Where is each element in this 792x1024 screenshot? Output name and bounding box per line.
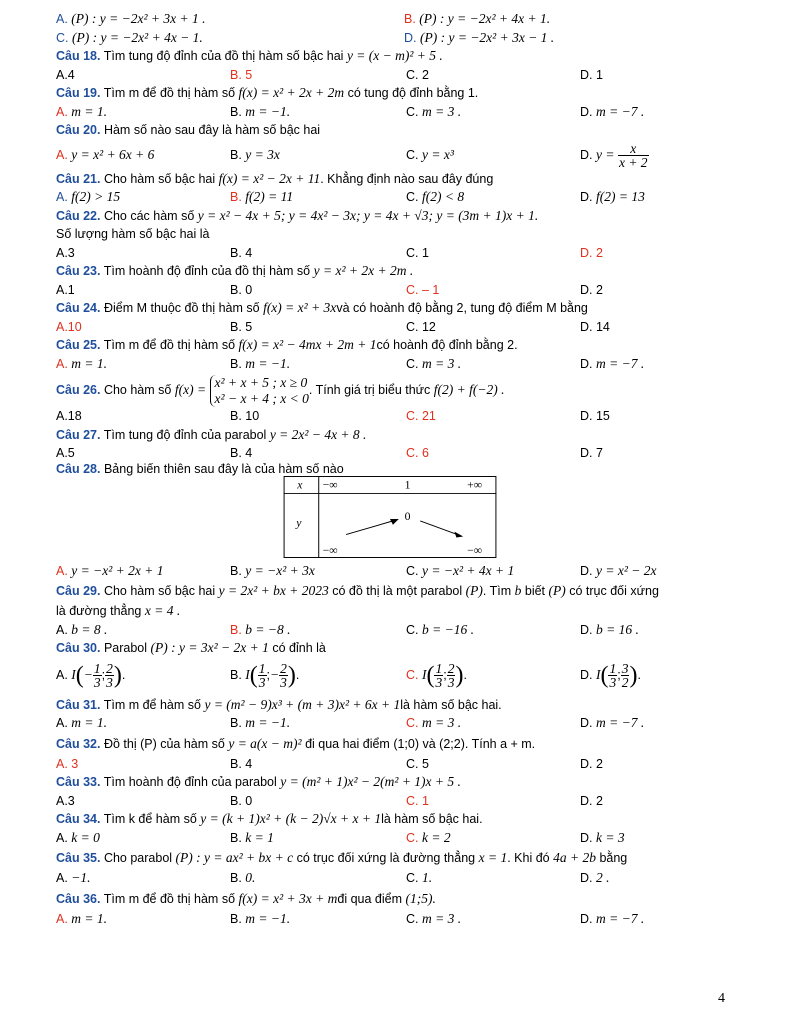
q30-option-d: D. I( $\frac{1}{3}$ ; $\frac{3}{2}$ ). [580, 660, 641, 690]
q18-option-d: D. 1 [580, 67, 603, 82]
q21-option-d: D. f(2) = 13 [580, 189, 645, 204]
q17-options-row2 [56, 29, 746, 48]
q31-question: Câu 31. Tìm m để hàm số y = (m² − 9)x³ + (m + 3)x² + 6x + 1là hàm số bậc hai. [56, 696, 502, 712]
q18-question: Câu 18. Tìm tung độ đỉnh của đồ thị hàm số bậc hai y = (x − m)² + 5 . [56, 48, 443, 63]
q17-option-d: D. (P) : y = −2x² + 3x − 1 . [404, 29, 555, 45]
q33-options [56, 792, 746, 811]
q29-options [56, 621, 746, 640]
q28-variation-table-row [56, 476, 746, 562]
q27-option-a: A.5 [56, 446, 75, 460]
q30-option-c: C. I( $\frac{1}{3}$ ; $\frac{2}{3}$ ). [406, 660, 467, 690]
q30-option-a: A. I(− $\frac{1}{3}$ ; $\frac{2}{3}$ ). [56, 660, 126, 690]
q28-option-c: C. y = −x² + 4x + 1 [406, 562, 515, 578]
q26-options [56, 407, 746, 426]
q30-question: Câu 30. Parabol (P) : y = 3x² − 2x + 1 có đỉnh là [56, 640, 326, 655]
q34-option-d: D. k = 3 [580, 829, 625, 845]
q32-option-c: C. 5 [406, 756, 429, 771]
q23-option-d: D. 2 [580, 282, 603, 297]
q24-option-a: A.10 [56, 319, 82, 334]
q25-option-c: C. m = 3 . [406, 355, 462, 371]
q32-options [56, 755, 746, 774]
q23-options [56, 281, 746, 300]
q23-option-a: A.1 [56, 282, 75, 297]
q24-options [56, 318, 746, 337]
table-x-one: 1 [404, 478, 411, 492]
increasing-arrow-line [346, 520, 393, 534]
q27-option-b: B. 4 [230, 446, 253, 460]
q34-option-a: A. k = 0 [56, 829, 100, 845]
q20-options [56, 140, 746, 170]
q27-options [56, 444, 746, 463]
q36-option-d: D. m = −7 . [580, 910, 645, 926]
q19-option-b: B. m = −1. [230, 103, 291, 119]
q31-options [56, 714, 746, 733]
q23-option-b: B. 0 [230, 282, 253, 297]
q20-option-b: B. y = 3x [230, 146, 280, 162]
q35-option-d: D. 2 . [580, 870, 610, 885]
q17-option-a: A. (P) : y = −2x² + 3x + 1 . [56, 11, 206, 26]
decreasing-arrow-line [420, 520, 457, 534]
q34-question: Câu 34. Tìm k để hàm số y = (k + 1)x² + (k − 2)√x + x + 1là hàm số bậc hai. [56, 811, 483, 826]
q21-option-c: C. f(2) < 8 [406, 189, 465, 204]
q28-question: Câu 28. Bảng biến thiên sau đây là của hàm số nào [56, 461, 344, 476]
q19-option-a: A. m = 1. [56, 103, 108, 119]
q24-option-c: C. 12 [406, 319, 436, 334]
q22-options [56, 244, 746, 263]
q35-option-b: B. 0. [230, 870, 256, 885]
variation-table [282, 476, 498, 558]
q33-option-d: D. 2 [580, 793, 603, 808]
table-y-right-inf: −∞ [467, 543, 483, 557]
table-x-label: x [297, 478, 303, 492]
table-y-left-inf: −∞ [322, 543, 338, 557]
q29-question: Câu 29. Cho hàm số bậc hai y = 2x² + bx + 2023 có đồ thị là một parabol (P). Tìm b biết (P) có trục đối xứng [56, 583, 659, 598]
q29-option-a: A. b = 8 . [56, 621, 108, 637]
q35-option-c: C. 1. [406, 870, 433, 885]
q21-option-a: A. f(2) > 15 [56, 189, 121, 204]
q30-option-b: B. I( $\frac{1}{3}$ ;− $\frac{2}{3}$ ). [230, 660, 300, 690]
q31-option-d: D. m = −7 . [580, 715, 645, 730]
q25-option-a: A. m = 1. [56, 355, 108, 371]
q18-options [56, 66, 746, 85]
q25-option-b: B. m = −1. [230, 355, 291, 371]
q27-option-c: C. 6 [406, 446, 429, 460]
q35-option-a: A. −1. [56, 870, 91, 885]
q21-options [56, 188, 746, 207]
q17-option-c: C. (P) : y = −2x² + 4x − 1. [56, 29, 203, 45]
q27-question: Câu 27. Tìm tung độ đỉnh của parabol y = 2x² − 4x + 8 . [56, 426, 367, 442]
q17-options-row1 [56, 10, 746, 29]
q30-options [56, 658, 746, 692]
q22-question-cont: Số lượng hàm số bậc hai là [56, 227, 210, 241]
q21-option-b: B. f(2) = 11 [230, 189, 294, 204]
q31-option-b: B. m = −1. [230, 715, 291, 730]
q18-option-a: A.4 [56, 67, 75, 82]
q25-option-d: D. m = −7 . [580, 355, 645, 371]
q26-option-d: D. 15 [580, 409, 610, 423]
q35-question: Câu 35. Cho parabol (P) : y = ax² + bx + c có trục đối xứng là đường thẳng x = 1. Khi đó 4a + 2b bằng [56, 850, 628, 865]
q28-option-d: D. y = x² − 2x [580, 562, 657, 578]
q22-option-a: A.3 [56, 245, 75, 260]
q20-fraction: $\frac{x}{x + 2}$ [618, 140, 648, 170]
q29-option-d: D. b = 16 . [580, 621, 639, 637]
q34-option-b: B. k = 1 [230, 829, 274, 845]
q29-option-b: B. b = −8 . [230, 621, 291, 637]
q24-question: Câu 24. Điểm M thuộc đồ thị hàm số f(x) = x² + 3xvà có hoành độ bằng 2, tung độ điểm M bằng [56, 300, 588, 315]
q31-option-a: A. m = 1. [56, 715, 108, 730]
q22-option-d: D. 2 [580, 245, 603, 260]
q19-options [56, 103, 746, 122]
q19-option-d: D. m = −7 . [580, 103, 645, 119]
q33-option-c: C. 1 [406, 793, 429, 808]
q26-option-c: C. 21 [406, 409, 436, 423]
table-y-label: y [296, 516, 302, 530]
variation-table-border [284, 476, 496, 557]
q32-option-b: B. 4 [230, 756, 253, 771]
q27-option-d: D. 7 [580, 446, 603, 460]
q28-options [56, 562, 746, 581]
q25-question: Câu 25. Tìm m để đồ thị hàm số f(x) = x² − 4mx + 2m + 1có hoành độ đỉnh bằng 2. [56, 337, 518, 352]
q20-option-d: D. y = $\frac{x}{x + 2}$ [580, 140, 648, 170]
q22-option-c: C. 1 [406, 245, 429, 260]
page-number: 4 [718, 991, 725, 1006]
q29-question-cont: là đường thẳng x = 4 . [56, 603, 181, 618]
q23-option-c: C. – 1 [406, 282, 440, 297]
q36-option-b: B. m = −1. [230, 910, 291, 926]
q20-option-c: C. y = x³ [406, 146, 454, 162]
q26-question: Câu 26. Cho hàm số f(x) = x² + x + 5 ; x ≥ 0 x² − x + 4 ; x < 0 . Tính giá trị biểu thức f(2) + f(−2) . [56, 374, 505, 406]
q24-option-d: D. 14 [580, 319, 610, 334]
q21-question: Câu 21. Cho hàm số bậc hai f(x) = x² − 2x + 11. Khẳng định nào sau đây đúng [56, 170, 494, 186]
worksheet-page [56, 10, 746, 928]
q19-option-c: C. m = 3 . [406, 103, 462, 119]
q36-option-c: C. m = 3 . [406, 910, 462, 926]
q25-options [56, 355, 746, 374]
q32-option-a: A. 3 [56, 756, 79, 771]
q18-option-b: B. 5 [230, 67, 253, 82]
q33-option-a: A.3 [56, 793, 75, 808]
q26-option-b: B. 10 [230, 409, 260, 423]
q33-question: Câu 33. Tìm hoành độ đỉnh của parabol y = (m² + 1)x² − 2(m² + 1)x + 5 . [56, 774, 461, 789]
table-y-max: 0 [404, 509, 411, 523]
q32-question: Câu 32. Đồ thị (P) của hàm số y = a(x − m)² đi qua hai điểm (1;0) và (2;2). Tính a + m. [56, 735, 536, 751]
q36-option-a: A. m = 1. [56, 910, 108, 926]
q20-option-a: A. y = x² + 6x + 6 [56, 146, 155, 162]
q23-question: Câu 23. Tìm hoành độ đỉnh của đồ thị hàm số y = x² + 2x + 2m . [56, 263, 414, 278]
q36-options [56, 910, 746, 929]
q34-options [56, 829, 746, 848]
q36-question: Câu 36. Tìm m để đồ thị hàm số f(x) = x² + 3x + mđi qua điểm (1;5). [56, 890, 436, 906]
q35-options [56, 869, 746, 888]
table-x-minus-inf: −∞ [322, 478, 338, 492]
q32-option-d: D. 2 [580, 756, 603, 771]
q34-option-c: C. k = 2 [406, 829, 451, 845]
decreasing-arrow-head [454, 531, 463, 537]
q22-option-b: B. 4 [230, 245, 253, 260]
q26-option-a: A.18 [56, 409, 82, 423]
q20-question: Câu 20. Hàm số nào sau đây là hàm số bậc hai [56, 123, 321, 137]
table-x-plus-inf: +∞ [467, 478, 483, 492]
q33-option-b: B. 0 [230, 793, 253, 808]
q26-piecewise: x² + x + 5 ; x ≥ 0 x² − x + 4 ; x < 0 [210, 375, 309, 407]
q31-option-c: C. m = 3 . [406, 715, 462, 730]
q29-option-c: C. b = −16 . [406, 621, 474, 637]
q18-option-c: C. 2 [406, 67, 429, 82]
q17-option-b: B. (P) : y = −2x² + 4x + 1. [404, 11, 551, 26]
q22-question: Câu 22. Cho các hàm số y = x² − 4x + 5; y = 4x² − 3x; y = 4x + √3; y = (3m + 1)x + 1. [56, 207, 539, 223]
q28-option-b: B. y = −x² + 3x [230, 562, 315, 578]
q24-option-b: B. 5 [230, 319, 253, 334]
q19-question: Câu 19. Tìm m để đồ thị hàm số f(x) = x² + 2x + 2m có tung độ đỉnh bằng 1. [56, 85, 479, 100]
q28-option-a: A. y = −x² + 2x + 1 [56, 562, 164, 578]
